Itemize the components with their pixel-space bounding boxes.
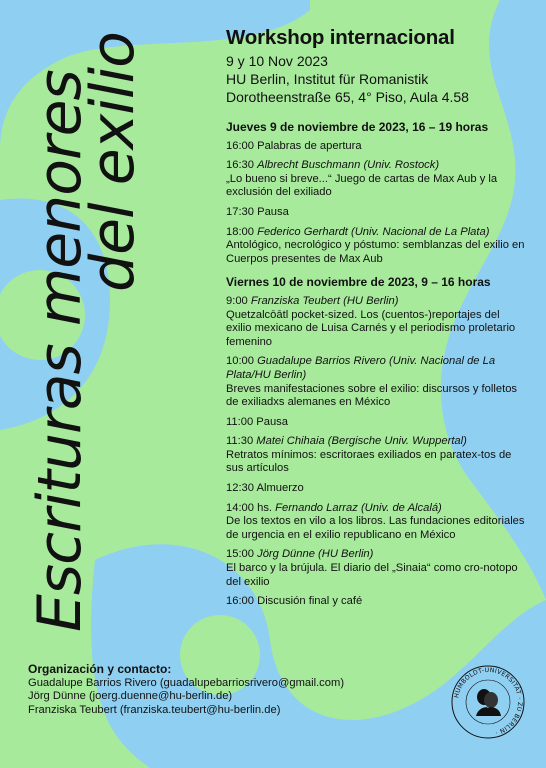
program-item (226, 295, 526, 349)
program-item (226, 548, 526, 589)
day-title: Jueves 9 de noviembre de 2023, 16 – 19 horas (226, 120, 489, 134)
item-speaker: Guadalupe Barrios Rivero (Univ. Nacional de La Plata/HU Berlin) (226, 355, 496, 381)
item-speaker: Matei Chihaia (Bergische Univ. Wuppertal) (256, 435, 467, 448)
item-text: Pausa (256, 415, 289, 428)
item-time: 11:00 (226, 415, 254, 428)
university-seal-logo (450, 664, 526, 740)
title-line-1: Escrituras menores (25, 70, 95, 632)
item-text: De los textos en vilo a los libros. Las fundaciones editoriales de urgencia en el exilio republicano en México (226, 515, 525, 541)
item-speaker: Federico Gerhardt (Univ. Nacional de La Plata) (257, 225, 490, 238)
contact-line[interactable]: Franziska Teubert (franziska.teubert@hu-berlin.de) (28, 703, 281, 716)
contact-title: Organización y contacto: (28, 662, 172, 676)
item-text: Breves manifestaciones sobre el exilio: discursos y folletos de exiliadxs alemanes en México (226, 382, 518, 409)
program-item (226, 482, 526, 496)
event-header (226, 26, 536, 106)
item-text: El barco y la brújula. El diario del „Sinaia“ como cro-notopo del exilio (226, 562, 518, 588)
program-item (226, 595, 526, 609)
item-time: 11:30 (226, 435, 254, 448)
program-item (226, 159, 526, 200)
program-item (226, 502, 526, 543)
day-section (226, 276, 526, 608)
item-time: 15:00 (226, 548, 254, 561)
contact-line[interactable]: Guadalupe Barrios Rivero (guadalupebarriosrivero@gmail.com) (28, 676, 345, 689)
event-dates: 9 y 10 Nov 2023 (226, 53, 328, 69)
item-text: Antológico, necrológico y póstumo: semblanzas del exilio en Cuerpos presentes de Max Aub (226, 239, 525, 265)
item-speaker: Albrecht Buschmann (Univ. Rostock) (257, 159, 440, 172)
item-text: Quetzalcōātl pocket-sized. Los (cuentos-)reportajes del exilio mexicano de Luisa Carnés y el periodismo proletario femenino (226, 308, 516, 348)
portrait-icon (476, 689, 501, 716)
day-section (226, 121, 526, 266)
item-text: Palabras de apertura (257, 139, 362, 152)
event-institution: HU Berlin, Institut für Romanistik (226, 71, 429, 87)
item-speaker: Fernando Larraz (Univ. de Alcalá) (275, 501, 442, 514)
item-time: 16:30 (226, 159, 254, 172)
item-time: 10:00 (226, 355, 254, 368)
contact-block (28, 663, 344, 717)
item-time: 9:00 (226, 294, 248, 307)
program-item (226, 140, 526, 154)
item-text: „Lo bueno si breve...“ Juego de cartas de Max Aub y la exclusión del exiliado (226, 172, 498, 199)
program-item (226, 355, 526, 409)
event-address: Dorotheenstraße 65, 4° Piso, Aula 4.58 (226, 89, 469, 105)
program-item (226, 416, 526, 430)
item-time: 14:00 hs. (226, 501, 273, 514)
seal-text: HUMBOLDT-UNIVERSITÄT · ZU BERLIN · (453, 666, 524, 737)
program-item (226, 206, 526, 220)
item-time: 16:00 (226, 595, 254, 608)
item-text: Discusión final y café (257, 595, 363, 608)
title-line-2: del exilio (78, 32, 148, 292)
item-speaker: Jörg Dünne (HU Berlin) (257, 548, 374, 561)
item-text: Pausa (257, 205, 289, 218)
day-title: Viernes 10 de noviembre de 2023, 9 – 16 horas (226, 275, 491, 290)
item-text: Almuerzo (256, 482, 304, 495)
item-time: 18:00 (226, 225, 254, 238)
program-item (226, 435, 526, 476)
item-time: 17:30 (226, 205, 254, 218)
item-speaker: Franziska Teubert (HU Berlin) (250, 294, 399, 307)
item-text: Retratos mínimos: escritoraes exiliados en paratex-tos de sus artículos (226, 448, 512, 475)
program (226, 121, 526, 615)
workshop-heading: Workshop internacional (226, 26, 455, 49)
item-time: 16:00 (226, 139, 254, 152)
contact-line[interactable]: Jörg Dünne (joerg.duenne@hu-berlin.de) (28, 690, 233, 702)
item-time: 12:30 (226, 482, 254, 495)
program-item (226, 226, 526, 267)
